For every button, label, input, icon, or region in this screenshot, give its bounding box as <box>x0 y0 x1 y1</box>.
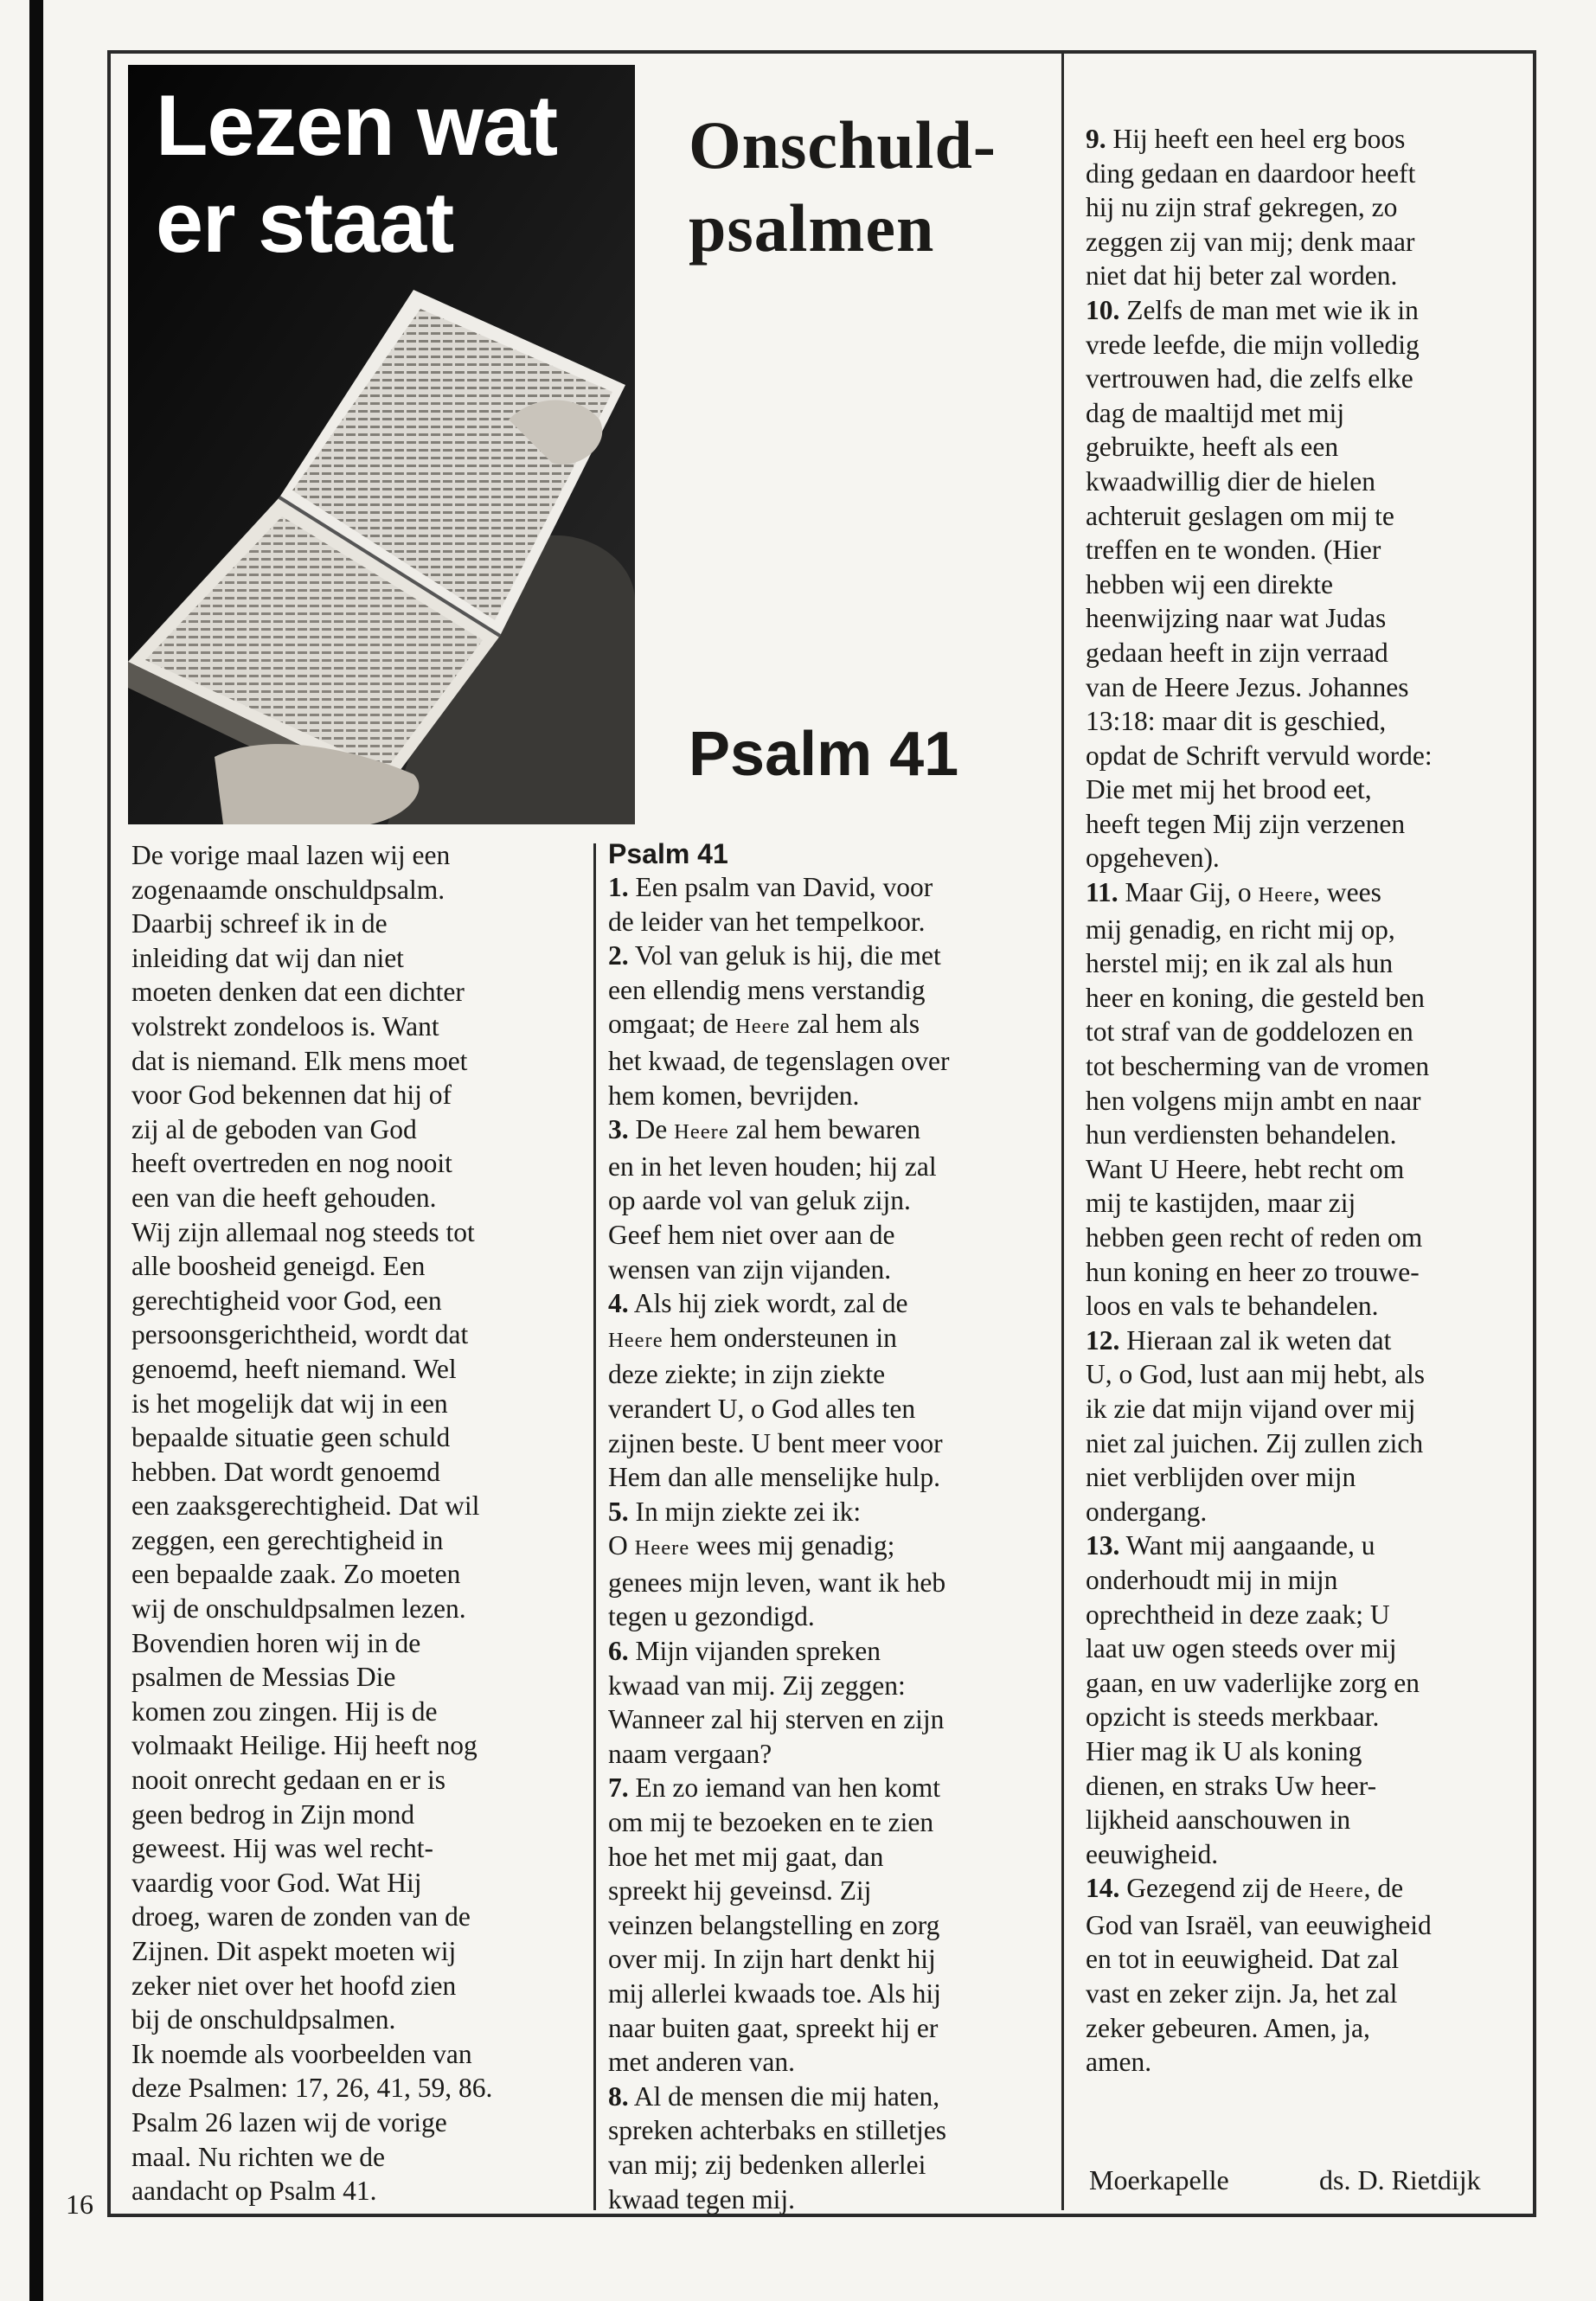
psalm-line <box>1086 739 1433 773</box>
verse-text: hun koning en heer zo trouwe- <box>1086 1256 1420 1287</box>
verse-number: 6. <box>608 1636 629 1667</box>
psalm-line <box>608 1218 949 1253</box>
intro-line: volmaakt Heilige. Hij heeft nog <box>131 1730 478 1761</box>
psalm-line <box>1086 704 1433 739</box>
verse-text: hem komen, bevrijden. <box>608 1080 860 1111</box>
verse-text: naar buiten gaat, spreekt hij er <box>608 2012 939 2043</box>
psalm-column-2 <box>608 870 949 2216</box>
psalm-line <box>1086 1357 1433 1392</box>
psalm-line <box>1086 913 1433 947</box>
psalm-line <box>608 1529 949 1566</box>
psalm-line <box>1086 1598 1433 1632</box>
intro-line: Zijnen. Dit aspekt moeten wij <box>131 1936 457 1966</box>
psalm-line <box>608 1908 949 1943</box>
psalm-line <box>1086 1392 1433 1426</box>
verse-number: 11. <box>1086 877 1118 908</box>
intro-line: genoemd, heeft niemand. Wel <box>131 1353 457 1384</box>
psalm-line <box>1086 1631 1433 1666</box>
psalm-line <box>608 2011 949 2046</box>
psalm-line <box>608 1805 949 1840</box>
verse-text: Hieraan zal ik weten dat <box>1119 1324 1392 1356</box>
psalm-line <box>1086 396 1433 431</box>
intro-line: maal. Nu richten we de <box>131 2141 386 2172</box>
intro-line: zij al de geboden van God <box>131 1113 417 1144</box>
psalm-line <box>1086 465 1433 499</box>
psalm-line <box>608 1183 949 1218</box>
intro-line: bepaalde situatie geen schuld <box>131 1422 451 1453</box>
verse-text: hebben wij een direkte <box>1086 568 1334 599</box>
intro-line: voor God bekennen dat hij of <box>131 1080 452 1111</box>
psalm-line <box>608 1392 949 1426</box>
verse-text: hun verdiensten behandelen. <box>1086 1119 1397 1150</box>
verse-text: om mij te bezoeken en te zien <box>608 1807 934 1838</box>
verse-text: opdat de Schrift vervuld worde: <box>1086 740 1433 771</box>
verse-text: vast en zeker zijn. Ja, het zal <box>1086 1978 1398 2009</box>
verse-text: 13:18: maar dit is geschied, <box>1086 706 1387 737</box>
verse-text: gebruikte, heeft als een <box>1086 432 1339 463</box>
verse-text: hij nu zijn straf gekregen, zo <box>1086 192 1398 223</box>
verse-text: ik zie dat mijn vijand over mij <box>1086 1393 1416 1424</box>
psalm-line <box>608 2148 949 2182</box>
verse-text: verandert U, o God alles ten <box>608 1393 916 1424</box>
verse-text: tegen u gezondigd. <box>608 1601 815 1632</box>
verse-text: Al de mensen die mij haten, <box>628 2080 940 2112</box>
psalm-line <box>608 1874 949 1908</box>
intro-line: een bepaalde zaak. Zo moeten <box>131 1559 461 1590</box>
psalm-line <box>1086 875 1433 913</box>
verse-text: mij te kastijden, maar zij <box>1086 1188 1356 1219</box>
series-title-line: er staat <box>156 174 454 270</box>
intro-line: persoonsgerichtheid, wordt dat <box>131 1319 469 1350</box>
psalm-line <box>1086 1221 1433 1255</box>
psalm-line <box>1086 1529 1433 1563</box>
psalm-line <box>608 2182 949 2217</box>
verse-text: Hem dan alle menselijke hulp. <box>608 1462 941 1493</box>
verse-text: tot straf van de goddelozen en <box>1086 1016 1413 1048</box>
psalm-line <box>1086 1734 1433 1769</box>
verse-text: zeggen zij van mij; denk maar <box>1086 226 1415 257</box>
psalm-line <box>1086 1871 1433 1908</box>
left-margin-rule <box>29 0 43 2301</box>
psalm-line <box>1086 1289 1433 1324</box>
intro-line: zogenaamde onschuldpsalm. <box>131 874 445 905</box>
verse-text: Hij heeft een heel erg boos <box>1106 124 1406 154</box>
verse-text: Wanneer zal hij sterven en zijn <box>608 1704 945 1735</box>
intro-line: geen bedrog in Zijn mond <box>131 1798 415 1830</box>
psalm-line <box>1086 1769 1433 1804</box>
verse-text: loos en vals te behandelen. <box>1086 1291 1379 1322</box>
psalm-line <box>1086 190 1433 225</box>
verse-text: vertrouwen had, die zelfs elke <box>1086 363 1413 394</box>
verse-text: kwaadwillig dier de hielen <box>1086 465 1376 497</box>
verse-text: niet verblijden over mijn <box>1086 1462 1356 1493</box>
verse-text: oprechtheid in deze zaak; U <box>1086 1599 1390 1630</box>
intro-line: komen zou zingen. Hij is de <box>131 1695 438 1727</box>
psalm-line <box>1086 122 1433 157</box>
intro-line: inleiding dat wij dan niet <box>131 942 404 973</box>
verse-number: 12. <box>1086 1324 1120 1356</box>
psalm-line <box>608 2113 949 2148</box>
psalm-line <box>608 1599 949 1634</box>
verse-text: heenwijzing naar wat Judas <box>1086 603 1387 634</box>
psalm-line <box>608 1702 949 1737</box>
verse-text: laat uw ogen steeds over mij <box>1086 1633 1397 1664</box>
intro-line: deze Psalmen: 17, 26, 41, 59, 86. <box>131 2073 493 2104</box>
verse-text: In mijn ziekte zei ik: <box>628 1496 862 1527</box>
verse-text: genees mijn leven, want ik heb <box>608 1567 946 1598</box>
intro-line: De vorige maal lazen wij een <box>131 840 451 870</box>
psalm-line <box>1086 225 1433 260</box>
psalm-line <box>1086 1460 1433 1495</box>
lord-name: Heere <box>674 1120 729 1144</box>
psalm-heading: Psalm 41 <box>689 720 959 789</box>
verse-text: opzicht is steeds merkbaar. <box>1086 1702 1380 1733</box>
psalm-line <box>608 1112 949 1150</box>
verse-text: zal hem als <box>790 1009 920 1040</box>
psalm-line <box>608 2080 949 2114</box>
verse-number: 13. <box>1086 1530 1120 1561</box>
intro-line: heeft overtreden en nog nooit <box>131 1148 452 1179</box>
verse-text: spreekt hij geveinsd. Zij <box>608 1875 872 1907</box>
verse-text: wees mij genadig; <box>689 1530 895 1561</box>
psalm-line <box>1086 1049 1433 1084</box>
intro-line: bij de onschuldpsalmen. <box>131 2004 396 2035</box>
verse-text: En zo iemand van hen komt <box>628 1772 941 1804</box>
psalm-line <box>608 1669 949 1703</box>
verse-number: 10. <box>1086 294 1120 325</box>
lord-name: Heere <box>608 1328 663 1352</box>
verse-text: Gezegend zij de <box>1119 1873 1310 1904</box>
intro-line: vaardig voor God. Wat Hij <box>131 1867 422 1898</box>
intro-line: hebben. Dat wordt genoemd <box>131 1456 440 1487</box>
column-divider-2 <box>1061 54 1064 2210</box>
psalm-line <box>1086 259 1433 293</box>
psalm-line <box>608 905 949 939</box>
psalm-line <box>1086 1152 1433 1187</box>
psalm-line <box>1086 670 1433 705</box>
intro-line: volstrekt zondeloos is. Want <box>131 1010 439 1042</box>
article-title-line: psalmen <box>689 190 935 266</box>
psalm-line <box>608 1007 949 1044</box>
intro-line: Ik noemde als voorbeelden van <box>131 2038 472 2069</box>
psalm-line <box>1086 362 1433 396</box>
psalm-line <box>608 1737 949 1772</box>
psalm-line <box>1086 981 1433 1016</box>
psalm-line <box>608 1495 949 1529</box>
verse-text: Maar Gij, o <box>1118 877 1259 908</box>
psalm-line <box>1086 1942 1433 1977</box>
open-book-photo <box>128 65 635 824</box>
verse-number: 7. <box>608 1772 629 1804</box>
intro-line: moeten denken dat een dichter <box>131 977 465 1008</box>
intro-line: zeker niet over het hoofd zien <box>131 1970 457 2001</box>
verse-text: hen volgens mijn ambt en naar <box>1086 1085 1421 1116</box>
psalm-line <box>1086 1803 1433 1837</box>
psalm-line <box>1086 1324 1433 1358</box>
psalm-line <box>1086 636 1433 670</box>
verse-text: U, o God, lust aan mij hebt, als <box>1086 1359 1425 1390</box>
verse-text: Zelfs de man met wie ik in <box>1119 294 1419 325</box>
intro-line: droeg, waren de zonden van de <box>131 1901 471 1932</box>
page-number: 16 <box>66 2189 93 2220</box>
psalm-line <box>1086 1666 1433 1701</box>
verse-text: Want mij aangaande, u <box>1119 1530 1375 1561</box>
verse-number: 2. <box>608 940 629 971</box>
verse-text: niet dat hij beter zal worden. <box>1086 260 1398 292</box>
verse-text: achteruit geslagen om mij te <box>1086 500 1394 531</box>
verse-text: Geef hem niet over aan de <box>608 1219 895 1250</box>
verse-text: dag de maaltijd met mij <box>1086 397 1345 428</box>
verse-text: veinzen belangstelling en zorg <box>608 1909 940 1940</box>
psalm-line <box>608 939 949 973</box>
intro-line: wij de onschuldpsalmen lezen. <box>131 1593 466 1625</box>
psalm-line <box>1086 1084 1433 1118</box>
intro-column <box>131 838 492 2208</box>
verse-text: zal hem bewaren <box>728 1114 920 1145</box>
lord-name: Heere <box>1258 883 1314 907</box>
psalm-line <box>1086 1495 1433 1529</box>
verse-text: , wees <box>1313 877 1381 908</box>
verse-text: lijkheid aanschouwen in <box>1086 1804 1351 1836</box>
verse-text: kwaad tegen mij. <box>608 2183 796 2214</box>
psalm-line <box>1086 2011 1433 2046</box>
verse-text: ondergang. <box>1086 1496 1208 1527</box>
intro-line: zeggen, een gerechtigheid in <box>131 1524 444 1555</box>
psalm-line <box>1086 807 1433 842</box>
verse-text: Vol van geluk is hij, die met <box>628 940 941 971</box>
intro-line: is het mogelijk dat wij in een <box>131 1388 448 1419</box>
psalm-line <box>608 1044 949 1079</box>
verse-text: Als hij ziek wordt, zal de <box>628 1288 908 1319</box>
verse-text: ding gedaan en daardoor heeft <box>1086 157 1416 189</box>
psalm-line <box>608 1321 949 1358</box>
column-divider-1 <box>593 843 596 2210</box>
psalm-line <box>1086 946 1433 981</box>
psalm-line <box>608 973 949 1008</box>
intro-line: Daarbij schreef ik in de <box>131 908 388 939</box>
verse-text: op aarde vol van geluk zijn. <box>608 1185 911 1216</box>
verse-text: omgaat; de <box>608 1009 735 1040</box>
intro-line: psalmen de Messias Die <box>131 1662 396 1693</box>
intro-line: Wij zijn allemaal nog steeds tot <box>131 1216 475 1247</box>
verse-text: O <box>608 1530 635 1561</box>
verse-text: tot bescherming van de vromen <box>1086 1051 1430 1082</box>
article-title <box>689 104 997 270</box>
psalm-line <box>608 1566 949 1600</box>
verse-text: hebben geen recht of reden om <box>1086 1222 1423 1253</box>
psalm-text-label: Psalm 41 <box>608 838 728 869</box>
psalm-line <box>608 1771 949 1805</box>
intro-line: Psalm 26 lazen wij de vorige <box>131 2106 447 2138</box>
psalm-line <box>1086 1426 1433 1461</box>
verse-text: van mij; zij bedenken allerlei <box>608 2149 926 2180</box>
verse-text: Hier mag ik U als koning <box>1086 1735 1362 1766</box>
verse-text: mij allerlei kwaads toe. Als hij <box>608 1978 941 2009</box>
psalm-line <box>608 1079 949 1113</box>
verse-text: God van Israël, van eeuwigheid <box>1086 1909 1432 1940</box>
psalm-line <box>608 1942 949 1977</box>
lord-name: Heere <box>734 1015 791 1039</box>
lord-name: Heere <box>634 1536 690 1561</box>
psalm-line <box>1086 2045 1433 2080</box>
psalm-line <box>1086 430 1433 465</box>
intro-line: nooit onrecht gedaan en er is <box>131 1765 445 1796</box>
verse-text: hoe het met mij gaat, dan <box>608 1841 884 1872</box>
verse-text: heer en koning, die gesteld ben <box>1086 982 1425 1013</box>
psalm-line <box>1086 293 1433 328</box>
verse-number: 1. <box>608 872 629 902</box>
verse-text: vrede leefde, die mijn volledig <box>1086 329 1420 360</box>
signature-place: Moerkapelle <box>1089 2164 1229 2195</box>
verse-text: amen. <box>1086 2047 1152 2078</box>
psalm-line <box>1086 841 1433 875</box>
intro-line: gerechtigheid voor God, een <box>131 1285 442 1316</box>
verse-text: herstel mij; en ik zal als hun <box>1086 948 1394 979</box>
verse-text: naam vergaan? <box>608 1738 772 1769</box>
psalm-line <box>1086 567 1433 602</box>
verse-text: niet zal juichen. Zij zullen zich <box>1086 1427 1424 1458</box>
psalm-line <box>608 2045 949 2080</box>
verse-text: en tot in eeuwigheid. Dat zal <box>1086 1944 1400 1975</box>
verse-text: Want U Heere, hebt recht om <box>1086 1153 1405 1184</box>
psalm-line <box>608 1977 949 2011</box>
verse-text: een ellendig mens verstandig <box>608 974 926 1005</box>
psalm-line <box>1086 1186 1433 1221</box>
psalm-line <box>1086 1977 1433 2011</box>
verse-text: zijnen beste. U bent meer voor <box>608 1427 943 1458</box>
psalm-line <box>1086 1837 1433 1872</box>
psalm-line <box>608 870 949 905</box>
psalm-line <box>1086 601 1433 636</box>
verse-text: treffen en te wonden. (Hier <box>1086 535 1381 566</box>
verse-text: deze ziekte; in zijn ziekte <box>608 1359 886 1390</box>
verse-text: wensen van zijn vijanden. <box>608 1253 892 1285</box>
psalm-line <box>608 1840 949 1875</box>
verse-text: mij genadig, en richt mij op, <box>1086 913 1395 945</box>
psalm-line <box>1086 1255 1433 1290</box>
verse-text: heeft tegen Mij zijn verzenen <box>1086 808 1406 839</box>
psalm-line <box>608 1286 949 1321</box>
series-title <box>156 77 557 271</box>
verse-text: kwaad van mij. Zij zeggen: <box>608 1670 906 1701</box>
intro-line: aandacht op Psalm 41. <box>131 2176 377 2207</box>
intro-line: dat is niemand. Elk mens moet <box>131 1045 468 1076</box>
psalm-line <box>1086 1015 1433 1049</box>
psalm-line <box>1086 328 1433 362</box>
psalm-line <box>608 1253 949 1287</box>
psalm-line <box>608 1357 949 1392</box>
verse-text: van de Heere Jezus. Johannes <box>1086 671 1409 702</box>
intro-line: een van die heeft gehouden. <box>131 1182 437 1213</box>
psalm-line <box>1086 1908 1433 1943</box>
psalm-line <box>1086 1563 1433 1598</box>
verse-text: Mijn vijanden spreken <box>628 1636 881 1667</box>
signature-author: ds. D. Rietdijk <box>1319 2164 1481 2195</box>
verse-text: , de <box>1363 1873 1404 1904</box>
psalm-line <box>1086 499 1433 534</box>
verse-number: 5. <box>608 1496 629 1527</box>
psalm-line <box>608 1426 949 1461</box>
verse-number: 9. <box>1086 124 1106 154</box>
verse-text: eeuwigheid. <box>1086 1838 1219 1869</box>
verse-text: gedaan heeft in zijn verraad <box>1086 637 1388 668</box>
verse-text: gaan, en uw vaderlijke zorg en <box>1086 1667 1420 1698</box>
verse-text: over mij. In zijn hart denkt hij <box>608 1944 936 1975</box>
verse-number: 4. <box>608 1288 629 1319</box>
verse-text: Die met mij het brood eet, <box>1086 774 1372 805</box>
psalm-line <box>608 1150 949 1184</box>
psalm-line <box>1086 1700 1433 1734</box>
verse-text: de leider van het tempelkoor. <box>608 906 926 937</box>
psalm-line <box>1086 157 1433 191</box>
lord-name: Heere <box>1309 1879 1364 1903</box>
verse-text: met anderen van. <box>608 2047 796 2078</box>
verse-number: 8. <box>608 2080 629 2112</box>
verse-text: het kwaad, de tegenslagen over <box>608 1045 950 1076</box>
verse-number: 3. <box>608 1114 629 1145</box>
intro-line: geweest. Hij was wel recht- <box>131 1833 433 1864</box>
verse-text: opgeheven). <box>1086 843 1220 874</box>
verse-text: zeker gebeuren. Amen, ja, <box>1086 2012 1370 2043</box>
psalm-column-3 <box>1086 122 1433 2080</box>
intro-line: Bovendien horen wij in de <box>131 1627 421 1658</box>
psalm-line <box>608 1460 949 1495</box>
series-title-line: Lezen wat <box>156 77 558 173</box>
intro-line: een zaaksgerechtigheid. Dat wil <box>131 1490 480 1522</box>
verse-text: hem ondersteunen in <box>663 1322 897 1353</box>
verse-text: De <box>628 1114 675 1145</box>
verse-text: spreken achterbaks en stilletjes <box>608 2115 946 2146</box>
article-title-line: Onschuld- <box>689 107 997 183</box>
psalm-line <box>1086 1118 1433 1152</box>
verse-text: dienen, en straks Uw heer- <box>1086 1770 1377 1801</box>
psalm-line <box>608 1634 949 1669</box>
verse-text: onderhoudt mij in mijn <box>1086 1564 1338 1595</box>
psalm-line <box>1086 533 1433 567</box>
psalm-line <box>1086 772 1433 807</box>
intro-line: alle boosheid geneigd. Een <box>131 1251 426 1282</box>
verse-text: en in het leven houden; hij zal <box>608 1150 937 1182</box>
verse-number: 14. <box>1086 1873 1120 1904</box>
verse-text: Een psalm van David, voor <box>628 872 933 902</box>
